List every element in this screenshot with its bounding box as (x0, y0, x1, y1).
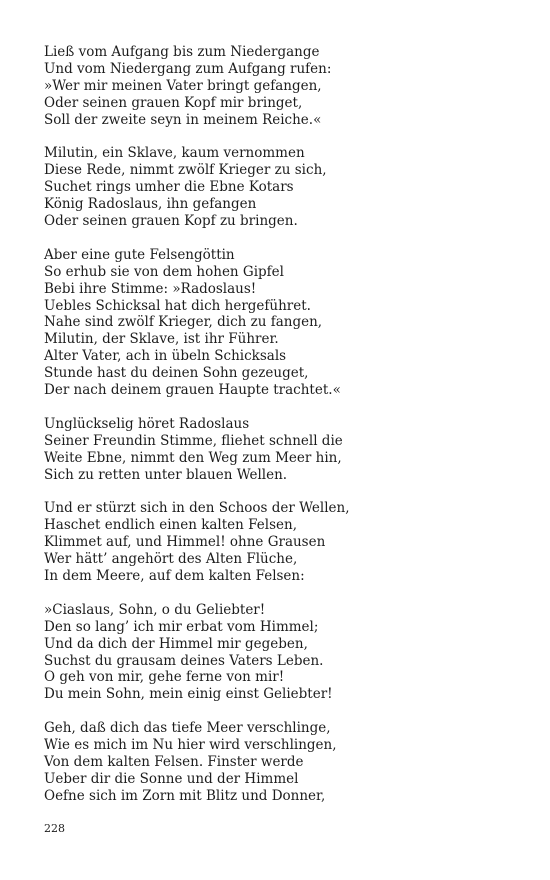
verse-line: Suchet rings umher die Ebne Kotars (44, 179, 294, 196)
verse-line: Oder seinen grauen Kopf mir bringet, (44, 94, 303, 111)
verse-line: Unglückselig höret Radoslaus (44, 415, 250, 432)
stanza-1 (44, 44, 524, 129)
verse-line: Diese Rede, nimmt zwölf Krieger zu sich, (44, 162, 327, 179)
verse-line: Der nach deinem grauen Haupte trachtet.« (44, 382, 341, 399)
stanza-7 (44, 720, 524, 805)
verse-line: »Wer mir meinen Vater bringt gefangen, (44, 77, 322, 94)
page-number: 228 (44, 822, 65, 835)
verse-line: Und vom Niedergang zum Aufgang rufen: (44, 60, 332, 77)
verse-line: König Radoslaus, ihn gefangen (44, 196, 257, 213)
verse-line: Und da dich der Himmel mir gegeben, (44, 635, 308, 652)
verse-line: So erhub sie von dem hohen Gipfel (44, 263, 284, 280)
verse-line: Bebi ihre Stimme: »Radoslaus! (44, 280, 257, 297)
verse-line: Wer hätt’ angehört des Alten Flüche, (44, 551, 298, 568)
verse-line: Seiner Freundin Stimme, fliehet schnell die (44, 432, 343, 449)
verse-line: Soll der zweite seyn in meinem Reiche.« (44, 111, 322, 128)
verse-line: Alter Vater, ach in übeln Schicksals (44, 348, 287, 365)
verse-line: Von dem kalten Felsen. Finster werde (44, 753, 304, 770)
verse-line: Geh, daß dich das tiefe Meer verschlinge, (44, 720, 331, 737)
stanza-3 (44, 247, 524, 399)
verse-line: Du mein Sohn, mein einig einst Geliebter! (44, 686, 333, 703)
verse-line: Oder seinen grauen Kopf zu bringen. (44, 213, 298, 230)
verse-line: Milutin, der Sklave, ist ihr Führer. (44, 331, 279, 348)
verse-line: In dem Meere, auf dem kalten Felsen: (44, 568, 305, 585)
verse-line: »Ciaslaus, Sohn, o du Geliebter! (44, 601, 266, 618)
verse-line: Sich zu retten unter blauen Wellen. (44, 466, 288, 483)
verse-line: Wie es mich im Nu hier wird verschlingen, (44, 737, 337, 754)
verse-line: Aber eine gute Felsengöttin (44, 246, 235, 263)
verse-line: Ueber dir die Sonne und der Himmel (44, 770, 299, 787)
verse-line: Uebles Schicksal hat dich hergeführet. (44, 297, 311, 314)
verse-line: Haschet endlich einen kalten Felsen, (44, 517, 297, 534)
verse-line: Stunde hast du deinen Sohn gezeuget, (44, 365, 309, 382)
verse-line: Suchst du grausam deines Vaters Leben. (44, 652, 324, 669)
verse-line: Den so lang’ ich mir erbat vom Himmel; (44, 618, 319, 635)
stanza-4 (44, 416, 524, 484)
verse-line: Nahe sind zwölf Krieger, dich zu fangen, (44, 314, 323, 331)
poem-text (44, 44, 524, 822)
verse-line: Milutin, ein Sklave, kaum vernommen (44, 145, 305, 162)
verse-line: O geh von mir, gehe ferne von mir! (44, 669, 285, 686)
stanza-6 (44, 602, 524, 703)
verse-line: Klimmet auf, und Himmel! ohne Grausen (44, 534, 326, 551)
verse-line: Oefne sich im Zorn mit Blitz und Donner, (44, 787, 326, 804)
verse-line: Ließ vom Aufgang bis zum Niedergange (44, 44, 320, 60)
verse-line: Weite Ebne, nimmt den Weg zum Meer hin, (44, 449, 342, 466)
stanza-2 (44, 145, 524, 230)
verse-line: Und er stürzt sich in den Schoos der Wellen, (44, 500, 350, 517)
stanza-5 (44, 500, 524, 585)
